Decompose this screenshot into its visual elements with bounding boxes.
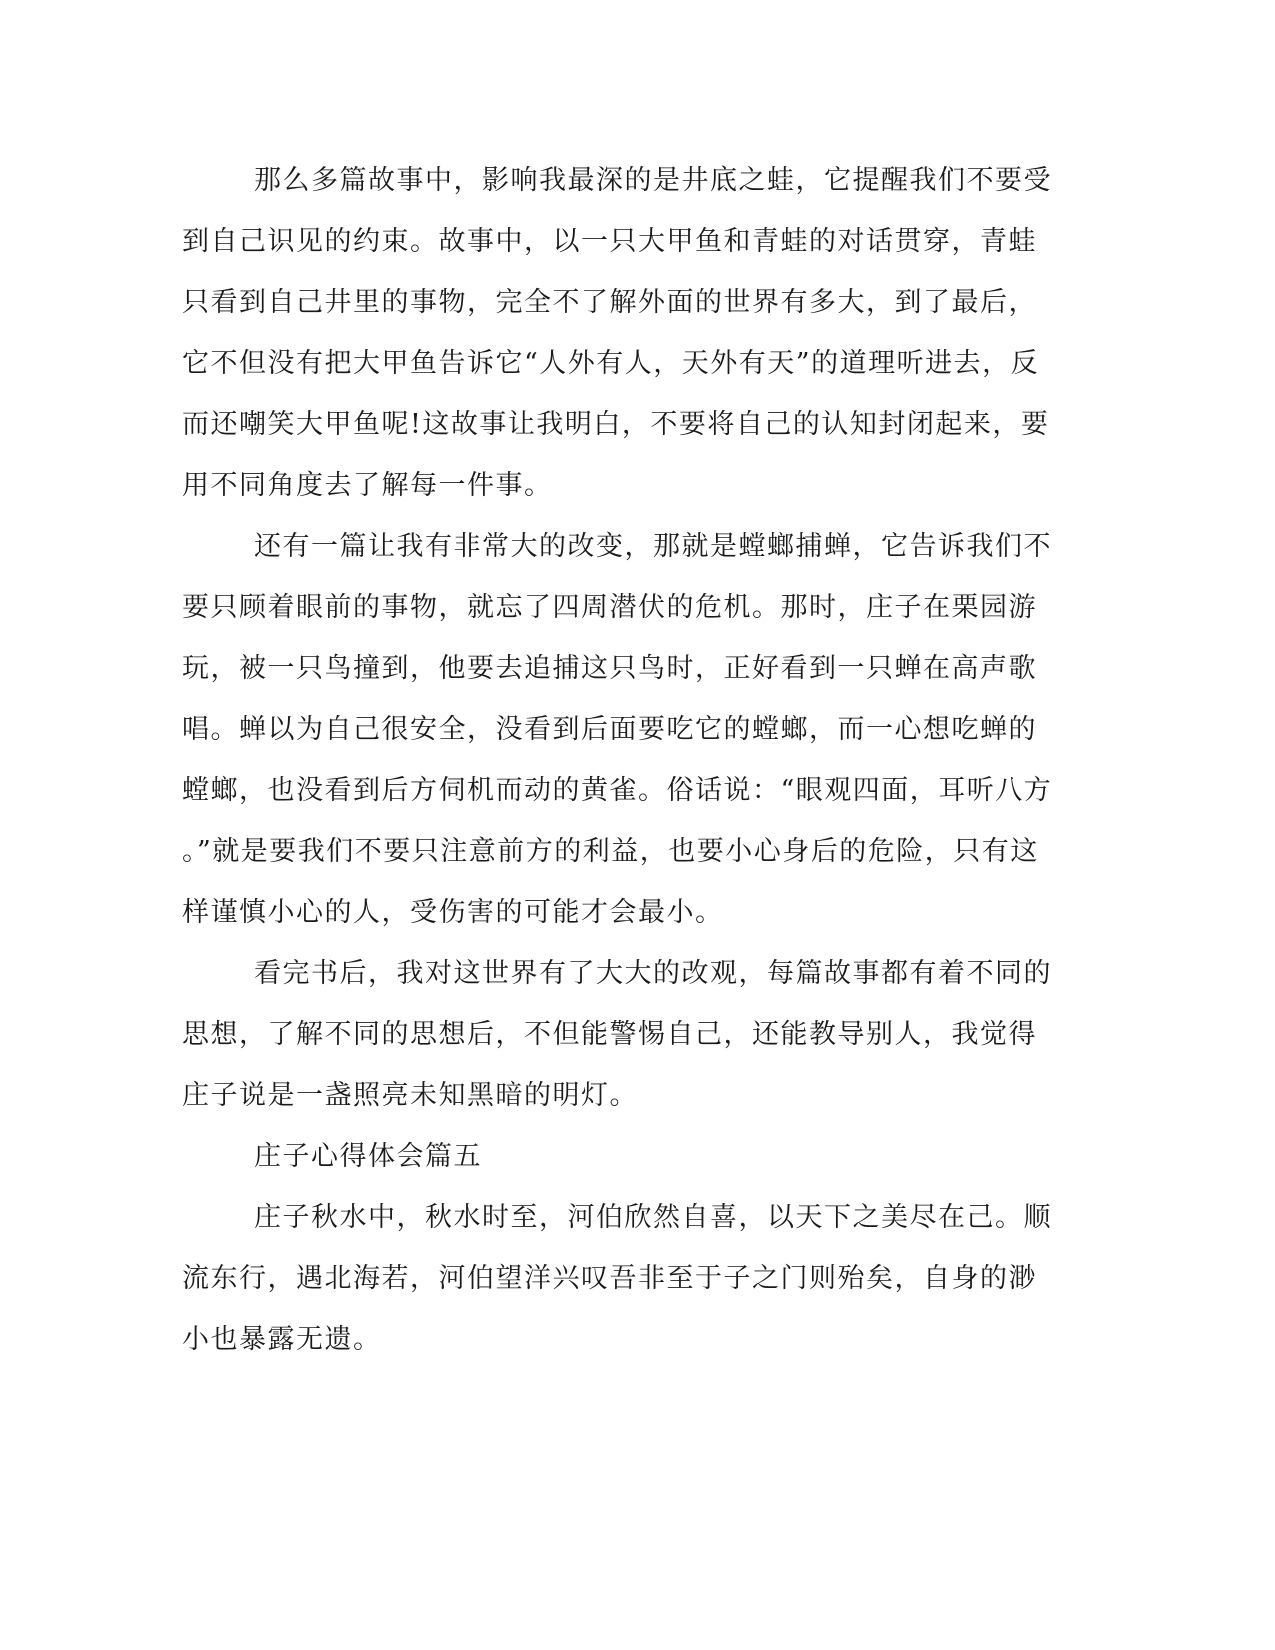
text-line: 它不但没有把大甲鱼告诉它“人外有人，天外有天”的道理听进去，反 [182,348,1040,379]
text-line: 要只顾着眼前的事物，就忘了四周潜伏的危机。那时，庄子在栗园游 [182,592,1037,623]
text-line: 庄子秋水中，秋水时至，河伯欣然自喜，以天下之美尽在己。顺 [254,1202,1052,1233]
text-line: 唱。蝉以为自己很安全，没看到后面要吃它的螳螂，而一心想吃蝉的 [182,714,1037,745]
text-line: 思想，了解不同的思想后，不但能警惕自己，还能教导别人，我觉得 [182,1019,1037,1050]
text-line: 螳螂，也没看到后方伺机而动的黄雀。俗话说：“眼观四面，耳听八方 [182,775,1053,806]
text-line: 用不同角度去了解每一件事。 [182,470,553,501]
text-line: 玩，被一只鸟撞到，他要去追捕这只鸟时，正好看到一只蝉在高声歌 [182,653,1037,684]
text-line: 庄子说是一盏照亮未知黑暗的明灯。 [182,1080,638,1111]
paragraph-autumn-floods [182,1187,1052,1370]
paragraph-frog-in-well [182,150,1052,516]
text-line: 还有一篇让我有非常大的改变，那就是螳螂捕蝉，它告诉我们不 [254,531,1052,562]
text-line: 到自己识见的约束。故事中，以一只大甲鱼和青蛙的对话贯穿，青蛙 [182,226,1037,257]
text-line: 。”就是要我们不要只注意前方的利益，也要小心身后的危险，只有这 [182,836,1039,867]
text-line: 样谨慎小心的人，受伤害的可能才会最小。 [182,897,724,928]
section-heading-text: 庄子心得体会篇五 [254,1141,482,1172]
text-line: 看完书后，我对这世界有了大大的改观，每篇故事都有着不同的 [254,958,1052,989]
text-line: 那么多篇故事中，影响我最深的是井底之蛙，它提醒我们不要受 [254,165,1052,196]
text-line: 小也暴露无遗。 [182,1324,382,1355]
section-heading [182,1126,1032,1187]
document-page [182,150,1053,1370]
text-line: 流东行，遇北海若，河伯望洋兴叹吾非至于子之门则殆矣，自身的渺 [182,1263,1037,1294]
text-line: 而还嘲笑大甲鱼呢!这故事让我明白，不要将自己的认知封闭起来，要 [182,409,1050,440]
text-line: 只看到自己井里的事物，完全不了解外面的世界有多大，到了最后， [182,287,1037,318]
paragraph-mantis-cicada [182,516,1053,943]
paragraph-conclusion [182,943,1052,1126]
